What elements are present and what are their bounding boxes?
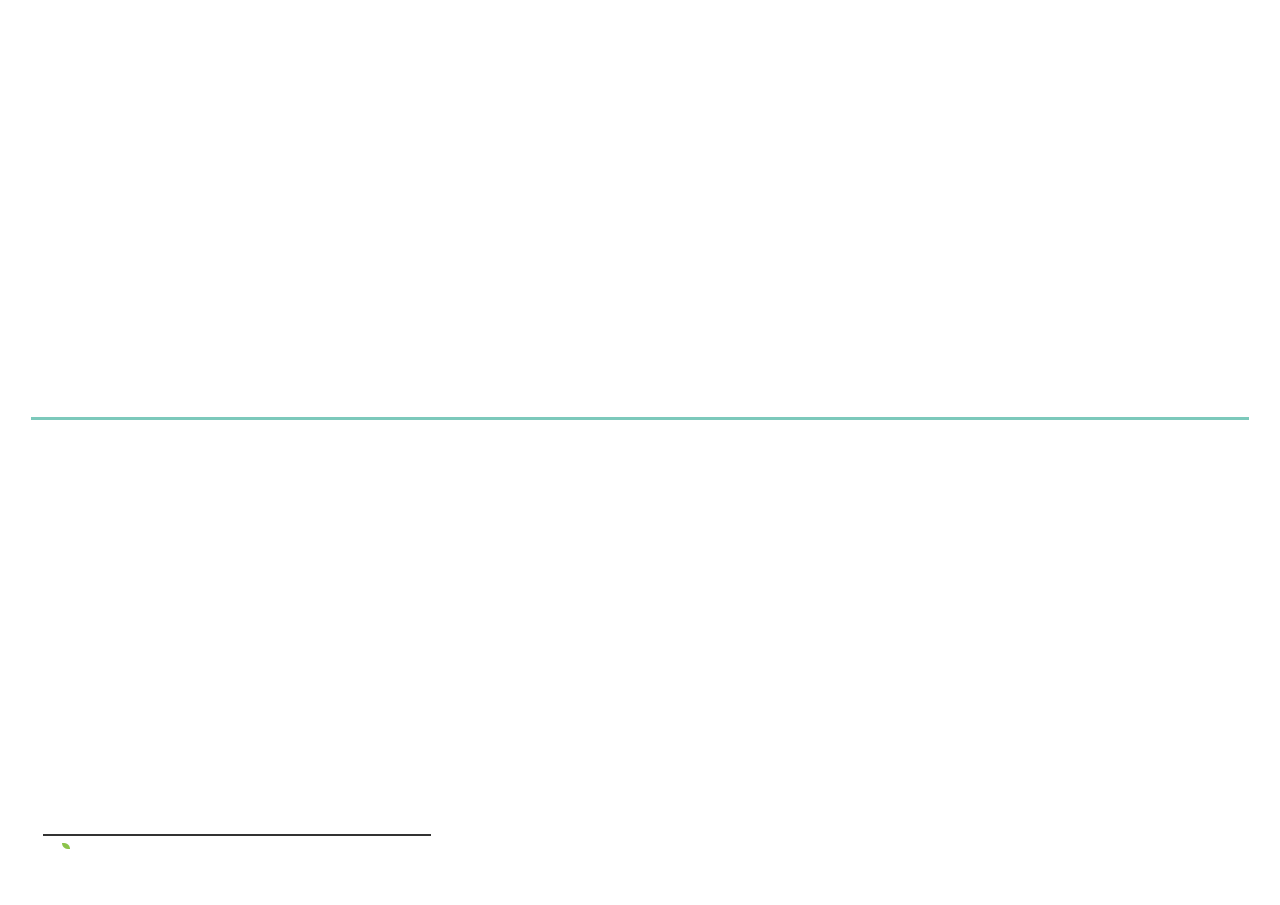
- footer-divider: [43, 834, 431, 836]
- leaf-icon: [62, 843, 70, 849]
- nutrihealth-logo: [40, 843, 76, 877]
- menu-summary-table: [31, 86, 1249, 486]
- berry-border-top: [0, 0, 1280, 32]
- berry-border-left: [0, 30, 32, 830]
- summary-separator: [31, 417, 1249, 420]
- berry-border-right: [1248, 30, 1280, 830]
